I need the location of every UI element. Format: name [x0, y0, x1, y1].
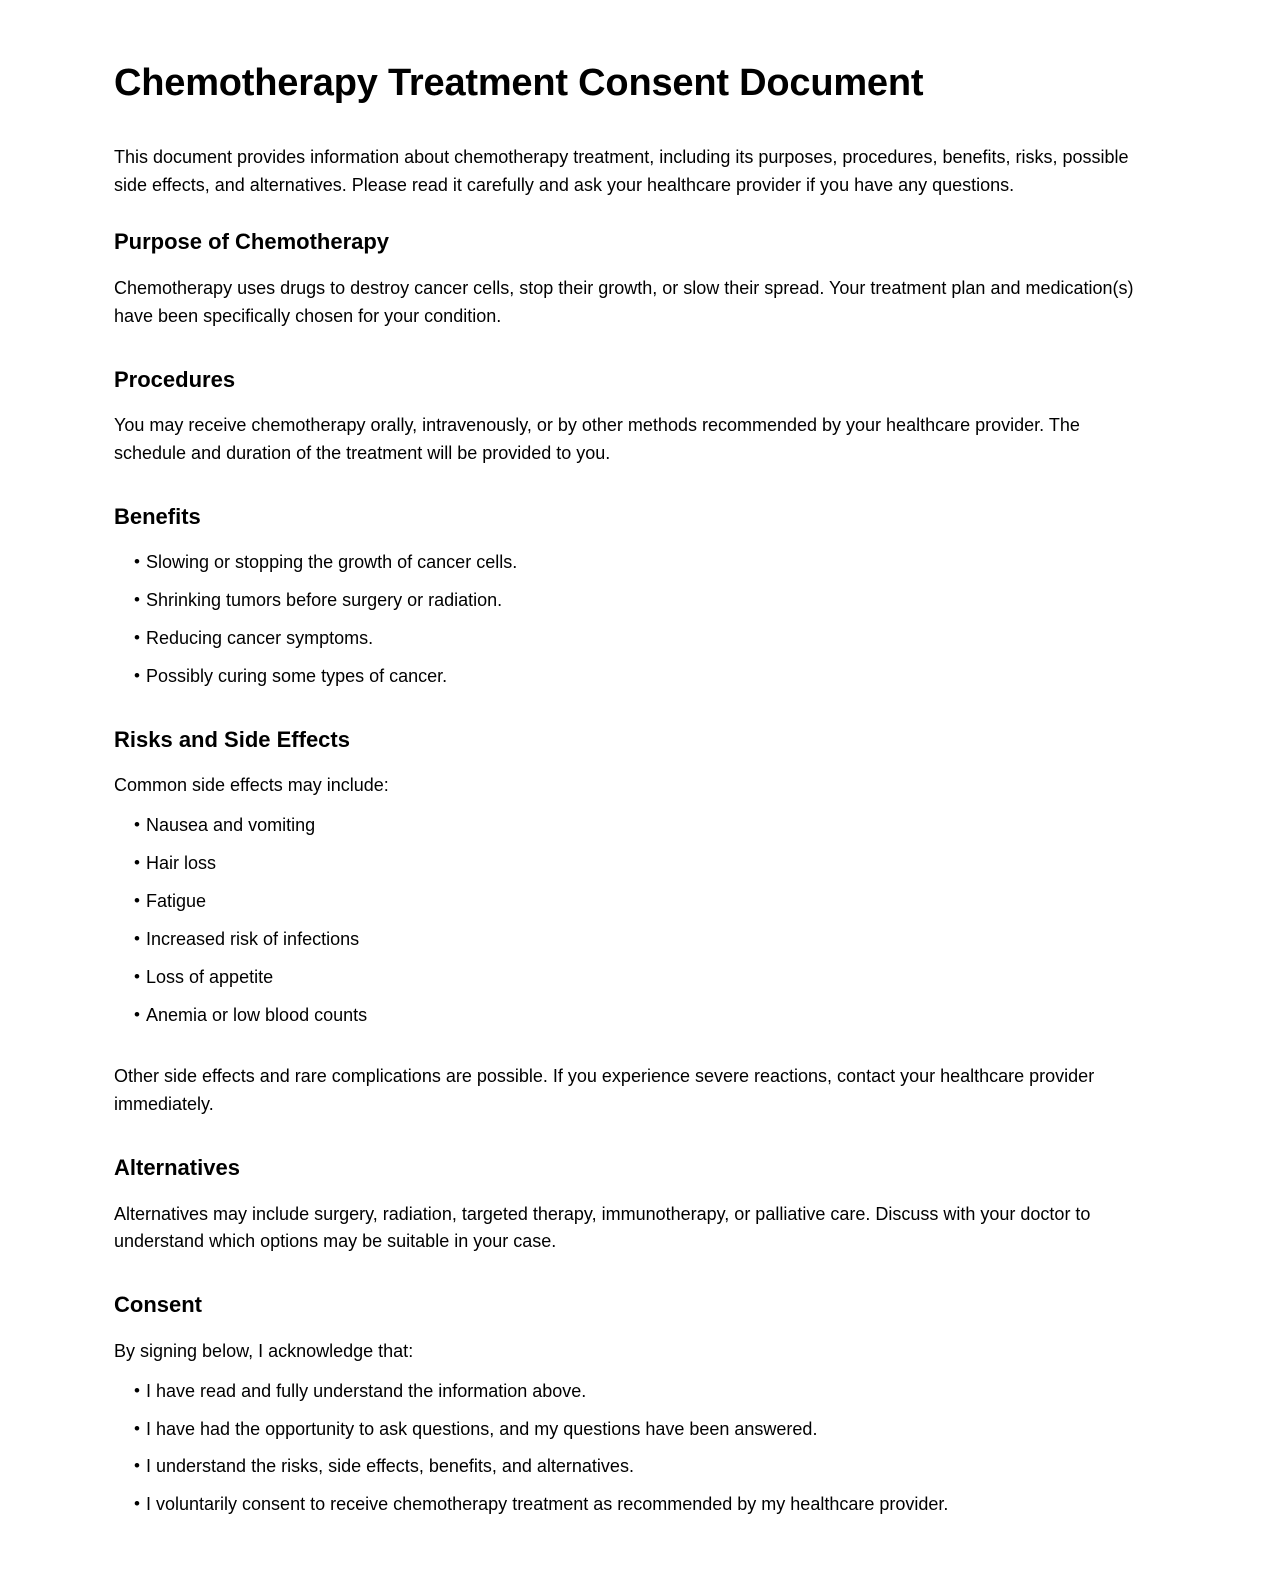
- alternatives-paragraph: Alternatives may include surgery, radiation, targeted therapy, immunotherapy, or palliative care. Discuss with your doctor to understand which options may be suitable in your case.: [114, 1203, 1091, 1252]
- list-item: • Fatigue: [114, 888, 1135, 916]
- section-risks-and-side-effects: [114, 727, 1135, 1119]
- risks-intro-paragraph: Common side effects may include:: [114, 775, 389, 796]
- list-item: • Increased risk of infections: [114, 926, 1135, 954]
- section-procedures: [114, 367, 1135, 468]
- list-item: • I voluntarily consent to receive chemotherapy treatment as recommended by my healthcare provider.: [114, 1491, 1135, 1519]
- purpose-paragraph: Chemotherapy uses drugs to destroy cancer cells, stop their growth, or slow their spread. Your treatment plan and medication(s) have been specifically chosen for your condition.: [114, 277, 1134, 326]
- list-item: • Nausea and vomiting: [114, 812, 1135, 840]
- section-heading-procedures: Procedures: [114, 366, 236, 392]
- section-heading-purpose: Purpose of Chemotherapy: [114, 229, 390, 255]
- list-spacer: [114, 1051, 1135, 1063]
- list-item: • I understand the risks, side effects, benefits, and alternatives.: [114, 1453, 1135, 1481]
- consent-intro-paragraph: By signing below, I acknowledge that:: [114, 1340, 414, 1361]
- section-consent: [114, 1292, 1135, 1519]
- benefits-list: [114, 549, 1135, 691]
- document-intro-paragraph: This document provides information about chemotherapy treatment, including its purposes, procedures, benefits, risks, possible side effects, and alternatives. Please read it carefully and ask your healthcare provider if you have any questions.: [114, 146, 1129, 195]
- list-item: • I have read and fully understand the information above.: [114, 1378, 1135, 1406]
- section-alternatives: [114, 1155, 1135, 1256]
- risks-list: [114, 812, 1135, 1029]
- page-title: Chemotherapy Treatment Consent Document: [114, 62, 924, 104]
- procedures-paragraph: You may receive chemotherapy orally, intravenously, or by other methods recommended by your healthcare provider. The schedule and duration of the treatment will be provided to you.: [114, 415, 1080, 463]
- consent-acknowledgement-list: [114, 1378, 1135, 1520]
- section-heading-risks: Risks and Side Effects: [114, 726, 350, 752]
- list-item: • I have had the opportunity to ask questions, and my questions have been answered.: [114, 1416, 1135, 1444]
- section-purpose: [114, 229, 1135, 330]
- list-item: • Anemia or low blood counts: [114, 1002, 1135, 1030]
- list-item: • Loss of appetite: [114, 964, 1135, 992]
- list-item: • Hair loss: [114, 850, 1135, 878]
- list-item: • Reducing cancer symptoms.: [114, 625, 1135, 653]
- section-heading-alternatives: Alternatives: [114, 1155, 240, 1181]
- risks-outro-paragraph: Other side effects and rare complications are possible. If you experience severe reactions, contact your healthcare provider immediately.: [114, 1066, 1095, 1115]
- section-benefits: [114, 504, 1135, 691]
- list-item: • Slowing or stopping the growth of cancer cells.: [114, 549, 1135, 577]
- list-item: • Possibly curing some types of cancer.: [114, 663, 1135, 691]
- list-item: • Shrinking tumors before surgery or radiation.: [114, 587, 1135, 615]
- section-heading-consent: Consent: [114, 1292, 202, 1318]
- section-heading-benefits: Benefits: [114, 503, 201, 529]
